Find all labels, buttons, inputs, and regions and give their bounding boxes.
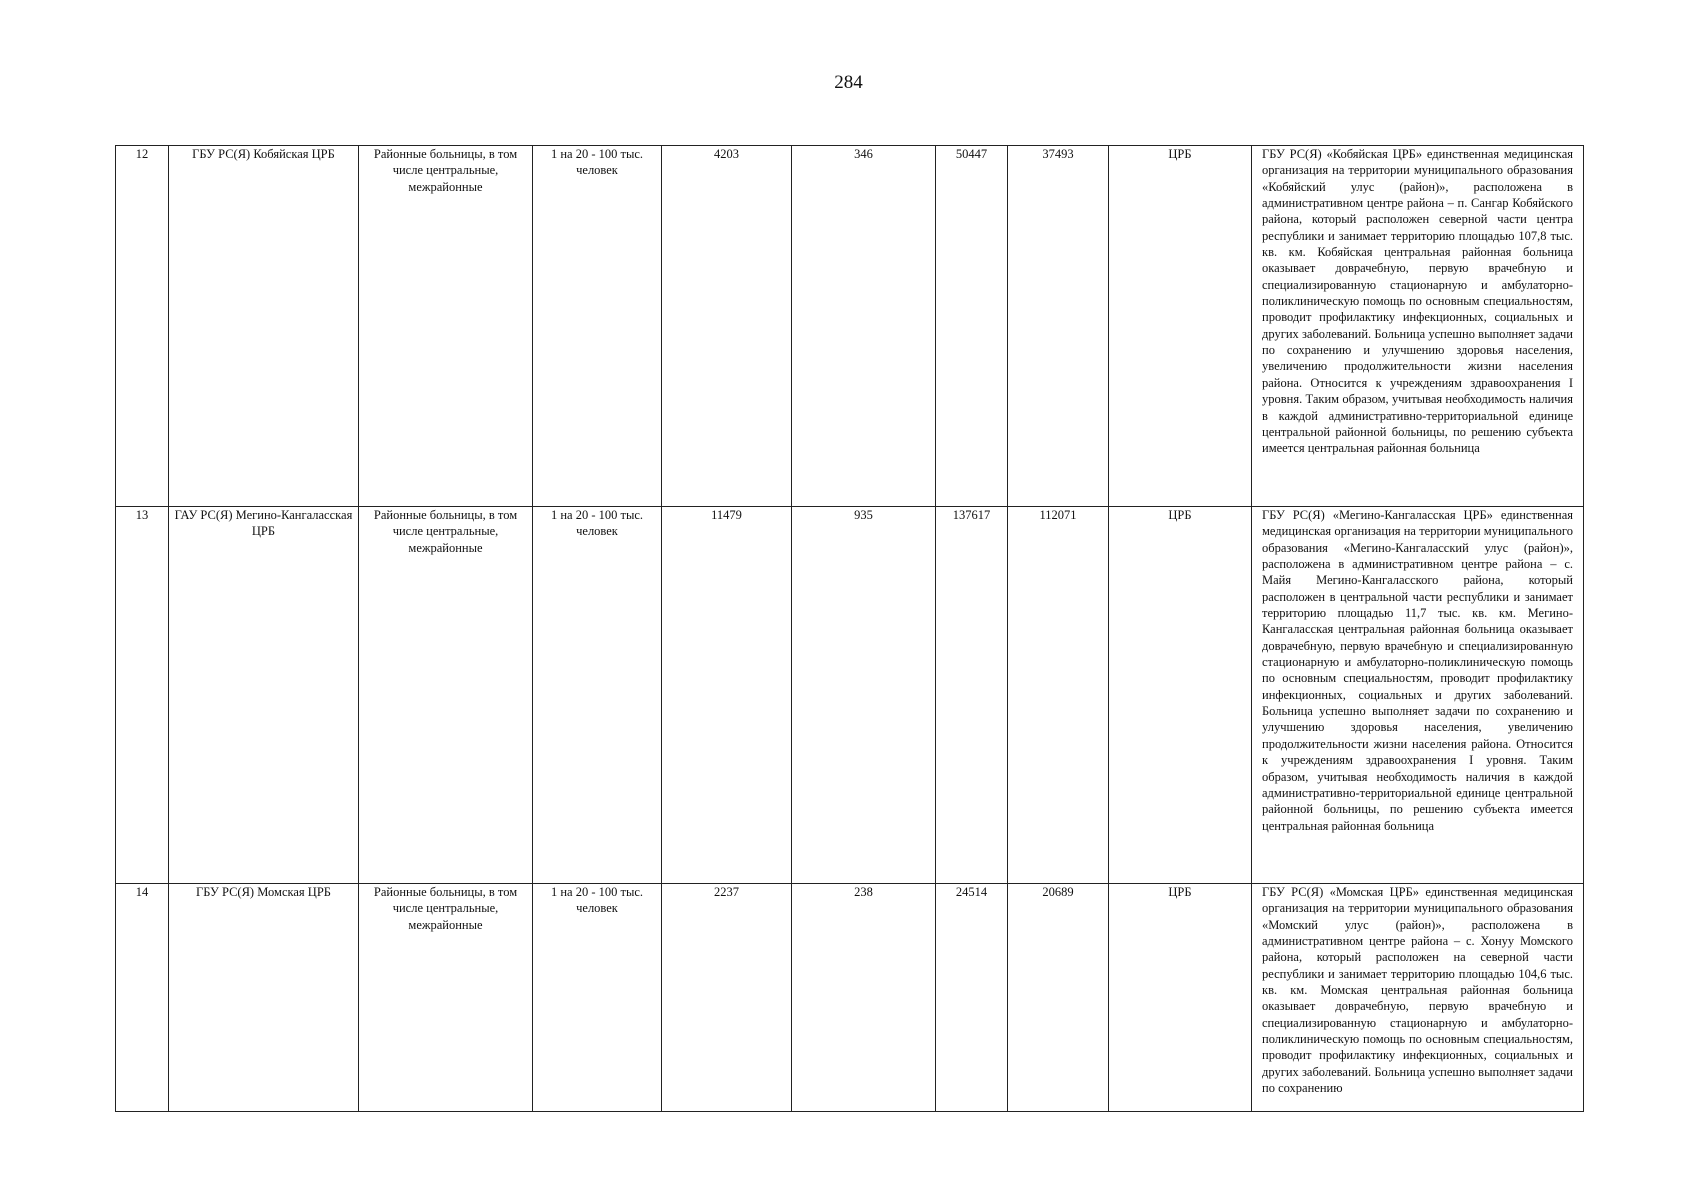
value-1: 2237 xyxy=(662,884,792,1112)
row-number: 13 xyxy=(116,507,169,884)
institution-name: ГАУ РС(Я) Мегино-Кангаласская ЦРБ xyxy=(169,507,359,884)
coverage-norm: 1 на 20 - 100 тыс. человек xyxy=(533,146,662,507)
row-number: 12 xyxy=(116,146,169,507)
care-level: ЦРБ xyxy=(1109,884,1252,1112)
institution-type: Районные больницы, в том числе центральные, межрайонные xyxy=(359,146,533,507)
value-1: 4203 xyxy=(662,146,792,507)
description: ГБУ РС(Я) «Мегино-Кангаласская ЦРБ» единственная медицинская организация на территории муниципального образования «Мегино-Кангаласский улус (район)», расположена в административном центре района – с. Майя Мегино-Кангаласского района, который расположен в центральной части республики и занимает территорию площадью 11,7 тыс. кв. км. Мегино-Кангаласская центральная районная больница оказывает доврачебную, первую врачебную и специализированную стационарную и амбулаторно-поликлиническую помощь по основным специальностям, проводит профилактику инфекционных, социальных и других заболеваний. Больница успешно выполняет задачи по сохранению и улучшению здоровья населения, увеличению продолжительности жизни населения района. Относится к учреждениям здравоохранения I уровня. Таким образом, учитывая необходимость наличия в каждой административно-территориальной единице центральной районной больницы, по решению субъекта имеется центральная районная больница xyxy=(1252,507,1584,884)
coverage-norm: 1 на 20 - 100 тыс. человек xyxy=(533,884,662,1112)
value-4: 112071 xyxy=(1008,507,1109,884)
care-level: ЦРБ xyxy=(1109,507,1252,884)
coverage-norm: 1 на 20 - 100 тыс. человек xyxy=(533,507,662,884)
page-number: 284 xyxy=(834,72,863,93)
value-4: 20689 xyxy=(1008,884,1109,1112)
value-3: 50447 xyxy=(936,146,1008,507)
institution-name: ГБУ РС(Я) Кобяйская ЦРБ xyxy=(169,146,359,507)
table-row xyxy=(116,884,1584,1112)
description: ГБУ РС(Я) «Кобяйская ЦРБ» единственная медицинская организация на территории муниципального образования «Кобяйский улус (район)», расположена в административном центре района – п. Сангар Кобяйского района, который расположен северной части центра республики и занимает территорию площадью 107,8 тыс. кв. км. Кобяйская центральная районная больница оказывает доврачебную, первую врачебную и специализированную стационарную и амбулаторно-поликлиническую помощь по основным специальностям, проводит профилактику инфекционных, социальных и других заболеваний. Больница успешно выполняет задачи по сохранению и улучшению здоровья населения, увеличению продолжительности жизни населения района. Относится к учреждениям здравоохранения I уровня. Таким образом, учитывая необходимость наличия в каждой административно-территориальной единице центральной районной больницы, по решению субъекта имеется центральная районная больница xyxy=(1252,146,1584,507)
description: ГБУ РС(Я) «Момская ЦРБ» единственная медицинская организация на территории муниципального образования «Момский улус (район)», расположена в административном центре района – с. Хонуу Момского района, который расположен на северной части республики и занимает территорию площадью 104,6 тыс. кв. км. Момская центральная районная больница оказывает доврачебную, первую врачебную и специализированную стационарную и амбулаторно-поликлиническую помощь по основным специальностям, проводит профилактику инфекционных, социальных и других заболеваний. Больница успешно выполняет задачи по сохранению xyxy=(1252,884,1584,1112)
table-row xyxy=(116,507,1584,884)
row-number: 14 xyxy=(116,884,169,1112)
institution-type: Районные больницы, в том числе центральные, межрайонные xyxy=(359,507,533,884)
value-2: 935 xyxy=(792,507,936,884)
value-2: 346 xyxy=(792,146,936,507)
hospital-table xyxy=(115,145,1584,1112)
value-1: 11479 xyxy=(662,507,792,884)
value-4: 37493 xyxy=(1008,146,1109,507)
table-row xyxy=(116,146,1584,507)
value-2: 238 xyxy=(792,884,936,1112)
institution-type: Районные больницы, в том числе центральные, межрайонные xyxy=(359,884,533,1112)
care-level: ЦРБ xyxy=(1109,146,1252,507)
institution-name: ГБУ РС(Я) Момская ЦРБ xyxy=(169,884,359,1112)
value-3: 137617 xyxy=(936,507,1008,884)
value-3: 24514 xyxy=(936,884,1008,1112)
